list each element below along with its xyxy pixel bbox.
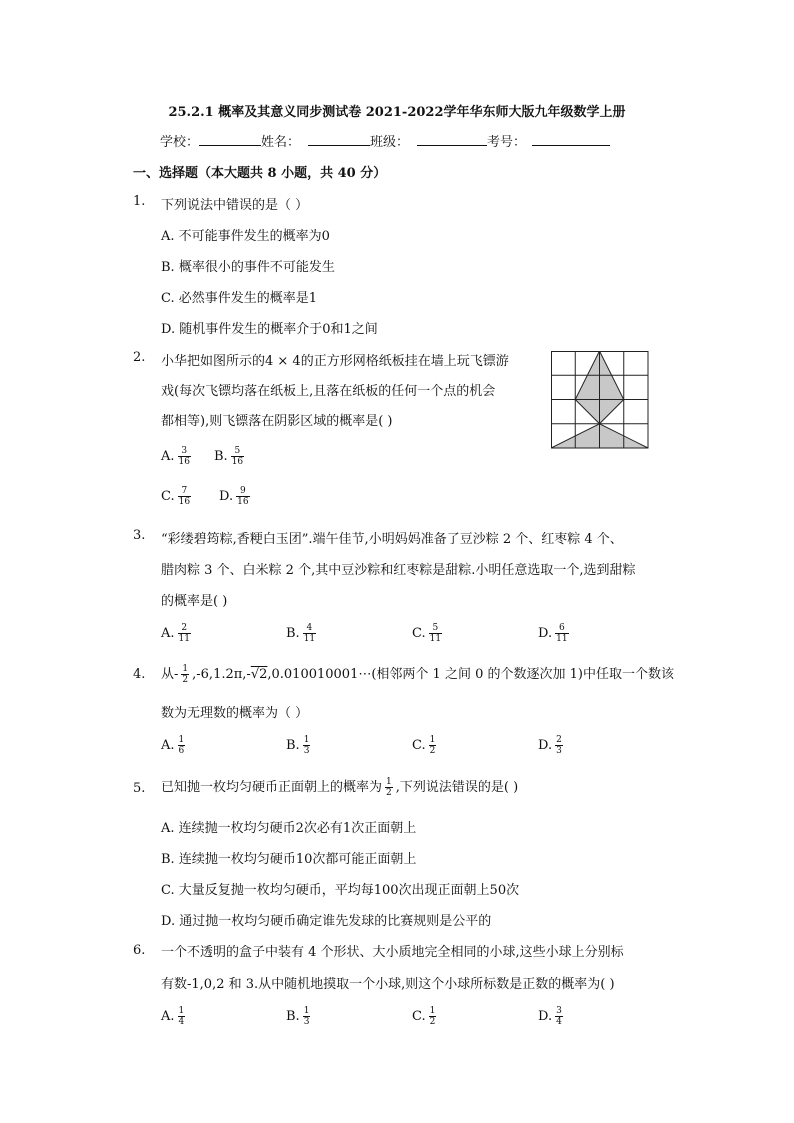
option-c[interactable]: C. $\frac{1}{2}$	[412, 735, 436, 756]
student-info-row	[160, 131, 610, 150]
grid-figure	[551, 351, 649, 449]
section-heading: 一、选择题（本大题共 8 小题，共 40 分）	[133, 166, 387, 181]
question-stem-line: 的概率是( )	[161, 594, 228, 609]
question-number: 2.	[133, 350, 146, 365]
question-number: 5.	[133, 781, 146, 796]
fraction: $\frac{5}{16}$	[231, 446, 244, 467]
option-b[interactable]: B. $\frac{1}{3}$	[286, 1006, 310, 1027]
option-b[interactable]: B. $\frac{1}{3}$	[286, 735, 310, 756]
question-stem-line: 从- $\frac{1}{2}$ ,-6,1.2π,-√2,0.010010001⋯(相邻两个 1 之间 0 的个数逐次加 1)中任取一个数该	[161, 664, 674, 685]
fraction: $\frac{2}{11}$	[178, 623, 190, 644]
option-a[interactable]: A. $\frac{2}{11}$	[161, 623, 190, 644]
option-a[interactable]: A. 连续抛一枚均匀硬币2次必有1次正面朝上	[161, 821, 417, 836]
fraction: $\frac{6}{11}$	[556, 623, 568, 644]
option-c[interactable]: C. $\frac{5}{11}$	[412, 623, 442, 644]
school-label: 学校：	[160, 135, 200, 150]
fraction: $\frac{3}{4}$	[556, 1006, 562, 1027]
question-stem: 已知抛一枚均匀硬币正面朝上的概率为 $\frac{1}{2}$ ,下列说法错误的是( )	[161, 777, 519, 798]
option-a[interactable]: A. 不可能事件发生的概率为0	[161, 229, 330, 244]
question-stem-line: 数为无理数的概率为（ ）	[161, 706, 309, 721]
question-stem-line: 有数-1,0,2 和 3.从中随机地摸取一个小球,则这个小球所标数是正数的概率为( )	[161, 977, 615, 992]
name-label: 姓名：	[261, 135, 301, 150]
option-a[interactable]	[161, 446, 194, 467]
option-c[interactable]: C. 大量反复抛一枚均匀硬币，平均每100次出现正面朝上50次	[161, 883, 520, 898]
option-a[interactable]: A. $\frac{1}{6}$	[161, 735, 185, 756]
fraction: $\frac{2}{3}$	[556, 735, 562, 756]
fraction: $\frac{1}{4}$	[178, 1006, 185, 1027]
question-number: 4.	[133, 667, 146, 682]
question-stem-line: 戏(每次飞镖均落在纸板上,且落在纸板的任何一个点的机会	[161, 384, 496, 399]
question-number: 6.	[133, 943, 146, 958]
option-letter: A.	[161, 449, 175, 464]
option-b[interactable]	[214, 446, 247, 467]
exam-no-label: 考号：	[487, 135, 527, 150]
question-stem-line: “彩缕碧筠粽,香粳白玉团”.端午佳节,小明妈妈准备了豆沙粽 2 个、红枣粽 4 个、	[161, 532, 623, 547]
option-c[interactable]: C. 必然事件发生的概率是1	[161, 291, 318, 306]
class-label: 班级：	[370, 135, 410, 150]
question-number: 1.	[133, 194, 146, 209]
class-field[interactable]	[417, 133, 487, 146]
option-c[interactable]: C. $\frac{1}{2}$	[412, 1006, 436, 1027]
option-d[interactable]: D. 随机事件发生的概率介于0和1之间	[161, 322, 378, 337]
name-field[interactable]	[308, 133, 370, 146]
option-d[interactable]: D. 通过抛一枚均匀硬币确定谁先发球的比赛规则是公平的	[161, 914, 492, 929]
question-stem-line: 一个不透明的盒子中装有 4 个形状、大小质地完全相同的小球,这些小球上分别标	[161, 945, 624, 960]
question-number: 3.	[133, 528, 146, 543]
option-letter: C.	[161, 489, 175, 504]
question-stem-line: 都相等),则飞镖落在阴影区域的概率是( )	[161, 414, 393, 429]
option-d[interactable]: D. $\frac{2}{3}$	[538, 735, 562, 756]
question-stem-line: 腊肉粽 3 个、白米粽 2 个,其中豆沙粽和红枣粽是甜粽.小明任意选取一个,选到甜粽	[161, 563, 636, 578]
question-stem: 下列说法中错误的是（ ）	[161, 198, 309, 213]
option-b[interactable]: B. 连续抛一枚均匀硬币10次都可能正面朝上	[161, 852, 417, 867]
fraction: $\frac{1}{2}$	[386, 777, 392, 798]
option-letter: B.	[214, 449, 228, 464]
fraction: $\frac{5}{11}$	[429, 623, 442, 644]
option-letter: D.	[219, 489, 234, 504]
exam-no-field[interactable]	[532, 133, 610, 146]
option-b[interactable]: B. 概率很小的事件不可能发生	[161, 260, 335, 275]
grid-lines	[551, 351, 648, 448]
fraction: $\frac{1}{2}$	[429, 735, 436, 756]
fraction: $\frac{1}{3}$	[303, 735, 310, 756]
school-field[interactable]	[199, 133, 261, 146]
option-d[interactable]	[219, 486, 253, 507]
fraction: $\frac{7}{16}$	[178, 486, 191, 507]
option-b[interactable]: B. $\frac{4}{11}$	[286, 623, 316, 644]
fraction: $\frac{3}{16}$	[178, 446, 190, 467]
option-d[interactable]: D. $\frac{3}{4}$	[538, 1006, 562, 1027]
sqrt-two: √2	[250, 667, 268, 682]
page-title: 25.2.1 概率及其意义同步测试卷 2021-2022学年华东师大版九年级数学上册	[168, 105, 626, 120]
fraction: $\frac{1}{6}$	[178, 735, 185, 756]
question-stem-line: 小华把如图所示的4 × 4的正方形网格纸板挂在墙上玩飞镖游	[161, 354, 509, 369]
option-a[interactable]: A. $\frac{1}{4}$	[161, 1006, 185, 1027]
fraction: $\frac{9}{16}$	[237, 486, 249, 507]
fraction: $\frac{1}{3}$	[303, 1006, 310, 1027]
option-d[interactable]: D. $\frac{6}{11}$	[538, 623, 568, 644]
fraction: $\frac{1}{2}$	[182, 664, 189, 685]
option-c[interactable]	[161, 486, 194, 507]
fraction: $\frac{4}{11}$	[303, 623, 316, 644]
fraction: $\frac{1}{2}$	[429, 1006, 436, 1027]
